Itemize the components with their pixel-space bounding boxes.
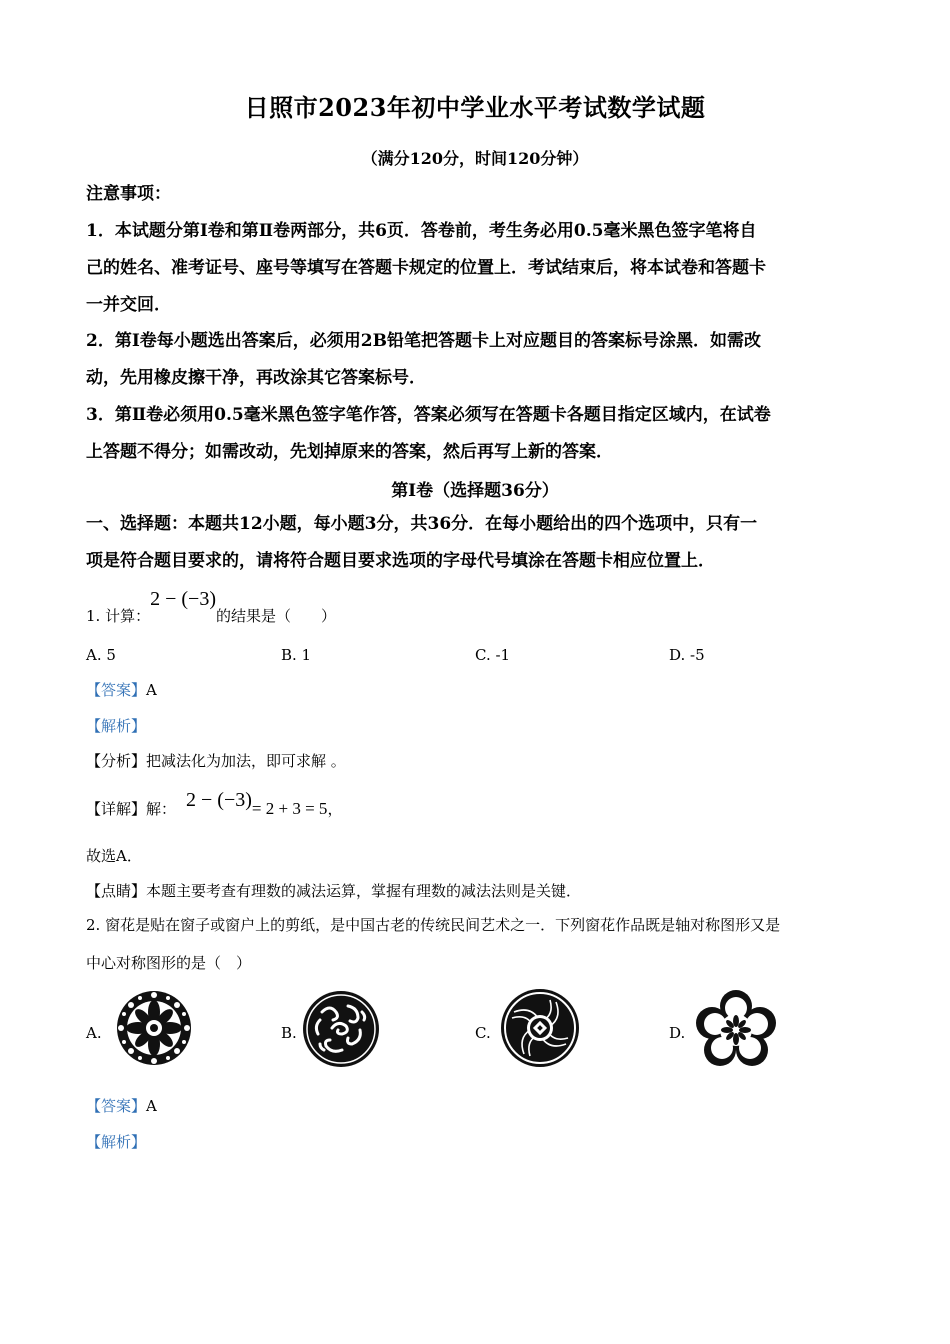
q1-comment [86, 880, 581, 902]
q2-answer [86, 1095, 157, 1117]
q1-answer-value: A [146, 681, 157, 699]
q1-comment-text: 本题主要考查有理数的减法运算，掌握有理数的减法法则是关键． [146, 882, 582, 900]
q2-answer-tag: 【答案】 [86, 1097, 147, 1115]
q1-stem [86, 588, 336, 627]
part1-title: 第Ⅰ卷（选择题36分） [391, 481, 559, 501]
q1-fenxi [86, 750, 346, 772]
q1-option-b: B. 1 [281, 646, 312, 664]
part1-instructions-line1: 一、选择题：本题共12小题，每小题3分，共36分．在每小题给出的四个选项中，只有一 [86, 514, 758, 534]
notice-item2-line1: 2．第Ⅰ卷每小题选出答案后，必须用2B铅笔把答题卡上对应题目的答案标号涂黑．如需改 [86, 331, 761, 351]
q1-conclusion: 故选A． [86, 847, 142, 865]
q1-detail-prefix: 解： [146, 800, 177, 818]
q2-option-a-label: A. [86, 1024, 102, 1042]
window-flower-b-image [302, 990, 380, 1068]
window-flower-a-image [116, 990, 192, 1066]
q2-analysis-tag: 【解析】 [86, 1133, 147, 1151]
q1-fenxi-text: 把减法化为加法，即可求解 。 [146, 752, 346, 770]
q2-stem-line1: 2. 窗花是贴在窗子或窗户上的剪纸，是中国古老的传统民间艺术之一．下列窗花作品既是轴对称图形又是 [86, 916, 781, 934]
q1-detail-tag: 【详解】 [86, 800, 147, 818]
q1-option-a: A. 5 [86, 646, 116, 664]
notice-item1-line2: 己的姓名、准考证号、座号等填写在答题卡规定的位置上．考试结束后，将本试卷和答题卡 [86, 258, 766, 278]
q1-fenxi-tag: 【分析】 [86, 752, 147, 770]
q1-detail [86, 789, 343, 820]
q1-option-c: C. -1 [475, 646, 511, 664]
q1-detail-expression1: 2 − (−3) [186, 789, 252, 811]
q2-answer-value: A [146, 1097, 157, 1115]
notice-item2-line2: 动，先用橡皮擦干净，再改涂其它答案标号． [86, 368, 426, 388]
q1-answer [86, 679, 157, 701]
q2-option-c-label: C. [475, 1024, 491, 1042]
notice-heading: 注意事项： [86, 184, 171, 204]
q1-prefix: 1. 计算： [86, 607, 151, 625]
notice-item1-line1: 1．本试题分第Ⅰ卷和第Ⅱ卷两部分，共6页．答卷前，考生务必用0.5毫米黑色签字笔将自 [86, 221, 757, 241]
q2-option-d-label: D. [669, 1024, 686, 1042]
window-flower-c-image [500, 988, 580, 1068]
q1-analysis-tag: 【解析】 [86, 717, 147, 735]
notice-item3-line1: 3．第Ⅱ卷必须用0.5毫米黑色签字笔作答，答案必须写在答题卡各题目指定区域内，在试卷 [86, 405, 771, 425]
q1-option-d: D. -5 [669, 646, 705, 664]
notice-item3-line2: 上答题不得分；如需改动，先划掉原来的答案，然后再写上新的答案． [86, 442, 613, 462]
q1-answer-tag: 【答案】 [86, 681, 147, 699]
page-title: 日照市2023年初中学业水平考试数学试题 [244, 93, 706, 122]
page-subtitle: （满分120分，时间120分钟） [361, 149, 589, 168]
q1-comment-tag: 【点睛】 [86, 882, 147, 900]
q1-expression: 2 − (−3) [150, 588, 216, 610]
q1-detail-suffix: ， [327, 800, 343, 818]
q2-stem-line2: 中心对称图形的是（ ） [86, 954, 252, 972]
window-flower-d-image [690, 990, 782, 1070]
q1-suffix: 的结果是（ ） [215, 607, 336, 625]
q1-detail-expression2: = 2 + 3 = 5 [251, 799, 328, 818]
q2-option-b-label: B. [281, 1024, 297, 1042]
notice-item1-line3: 一并交回． [86, 295, 171, 315]
part1-instructions-line2: 项是符合题目要求的，请将符合题目要求选项的字母代号填涂在答题卡相应位置上． [86, 551, 715, 571]
